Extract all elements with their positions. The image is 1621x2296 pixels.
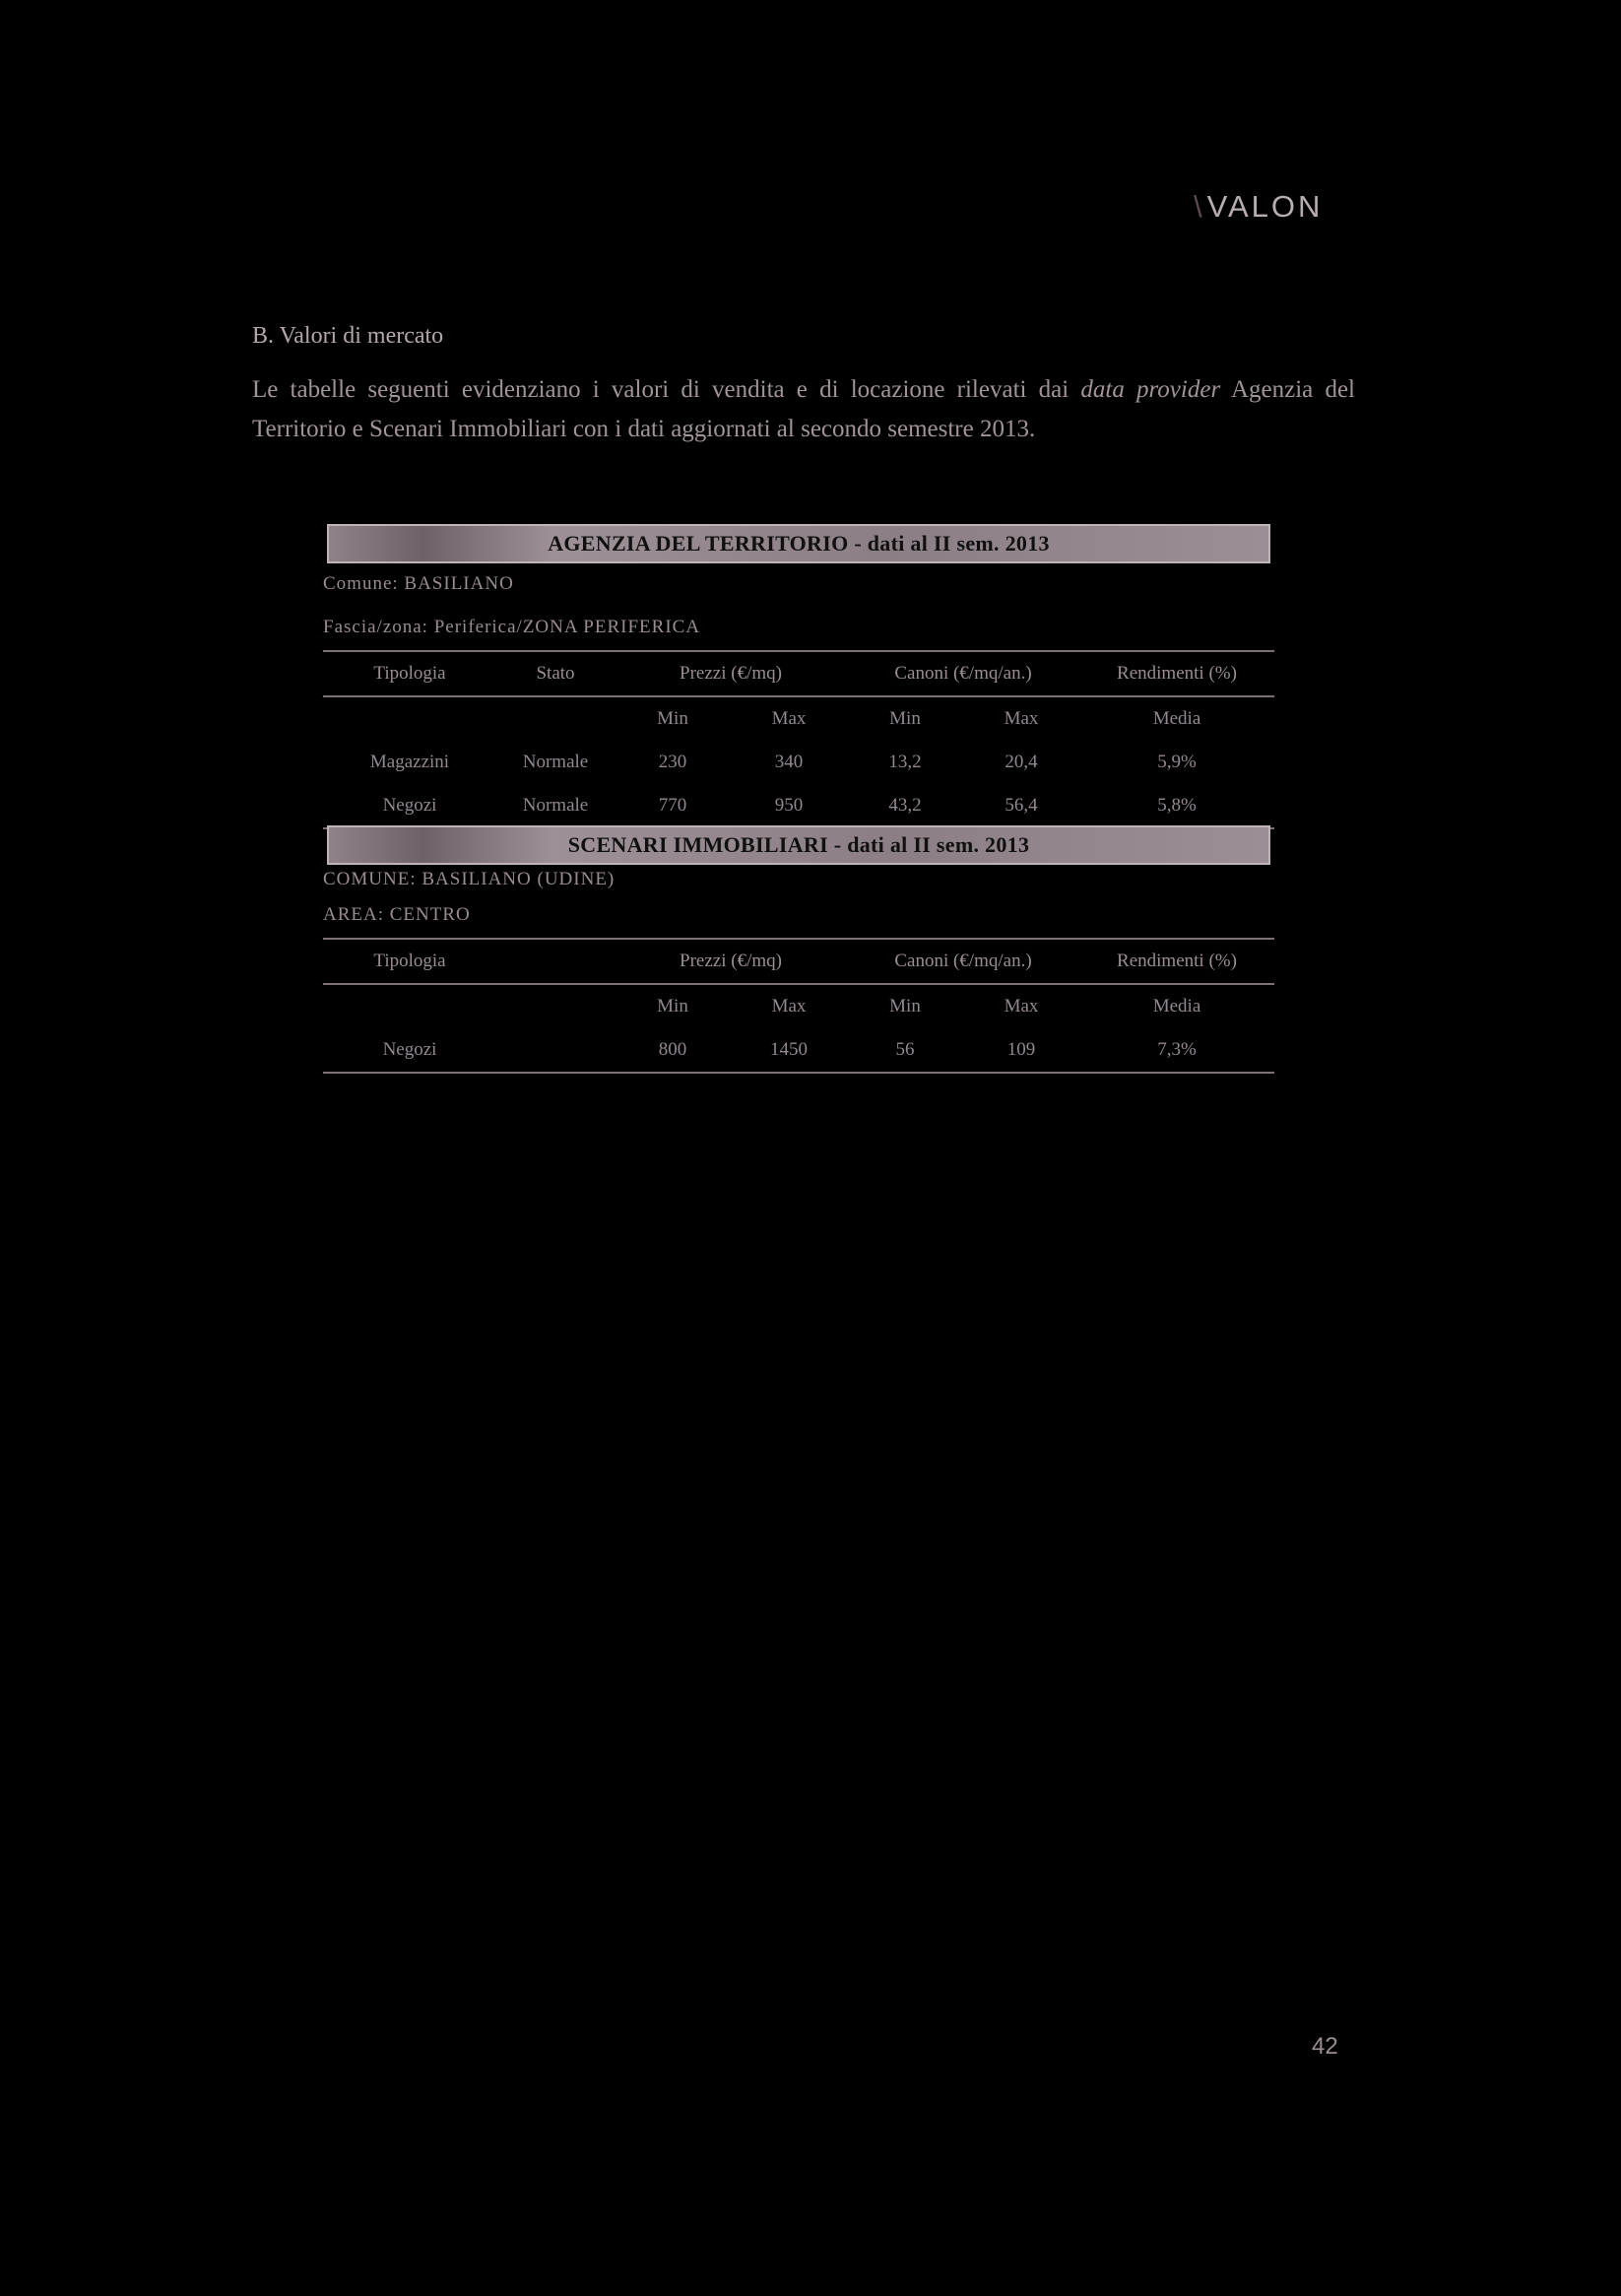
table-cell: Negozi [323,1028,496,1073]
table1-subheader-row [323,696,1274,741]
table2 [323,938,1274,1074]
table-row [323,1028,1274,1073]
table-cell: 7,3% [1079,1028,1274,1073]
intro-text-2: Agenzia del Territorio e Scenari Immobiliari con i dati aggiornati al secondo semestre 2013. [252,376,1355,442]
table-cell: Normale [496,784,615,828]
table1-subheader: Max [771,708,807,729]
table1-subheader: Min [657,708,688,729]
logo-text: VALON [1206,189,1324,224]
table1-header: Tipologia [323,651,496,696]
table-cell: 20,4 [1005,752,1038,772]
table2-banner [327,825,1270,865]
table-cell: 950 [731,784,847,828]
table-cell: 340 [774,752,804,772]
table-cell: 56 [847,1028,963,1073]
table-cell: Magazzini [369,752,450,772]
intro-paragraph [252,370,1355,449]
table1-fascia: Fascia/zona: Periferica/ZONA PERIFERICA [323,617,701,637]
table2-subheader-row [323,984,1274,1028]
table2-subheader: Media [1152,996,1201,1017]
table2-header-row [323,939,1274,984]
table2-subheader: Max [1004,996,1039,1017]
table-cell: 5,9% [1157,752,1197,772]
table-row [323,784,1274,828]
table-cell: Normale [522,752,589,772]
table1-comune: Comune: BASILIANO [323,573,514,594]
table1-header-row [323,651,1274,696]
table-cell: 13,2 [888,752,922,772]
table2-subheader: Max [771,996,807,1017]
table-cell: Negozi [323,784,496,828]
table-cell: 1450 [731,1028,847,1073]
section-title: B. Valori di mercato [252,323,444,349]
table-cell: 43,2 [847,784,963,828]
table1-header: Prezzi (€/mq) [615,651,847,696]
table2-subheader: Min [657,996,688,1017]
table2-header: Tipologia [323,939,496,984]
table-cell: 800 [615,1028,731,1073]
table1-banner-text: AGENZIA DEL TERRITORIO - dati al II sem. 2013 [548,531,1050,556]
table-cell: 56,4 [963,784,1079,828]
table1-header: Canoni (€/mq/an.) [847,651,1079,696]
table1-header: Rendimenti (%) [1079,651,1274,696]
table2-header: Canoni (€/mq/an.) [847,939,1079,984]
intro-italic: data provider [1080,376,1221,403]
table-cell: 230 [658,752,687,772]
table1-header: Stato [496,651,615,696]
logo-mark: \ [1194,189,1205,224]
table2-header: Prezzi (€/mq) [615,939,847,984]
table-cell: 5,8% [1079,784,1274,828]
table-row [323,741,1274,784]
page-number: 42 [1312,2033,1338,2060]
table-cell: 770 [615,784,731,828]
table2-area: AREA: CENTRO [323,904,471,925]
table-cell: 109 [963,1028,1079,1073]
table2-comune: COMUNE: BASILIANO (UDINE) [323,869,616,889]
table1 [323,650,1274,829]
agenzia-territorio-block [323,524,1274,829]
intro-text-1: Le tabelle seguenti evidenziano i valori di vendita e di locazione rilevati dai [252,376,1081,403]
table1-subheader: Media [1152,708,1201,729]
valon-logo [1194,189,1323,225]
scenari-immobiliari-block [323,825,1274,1074]
table2-header: Rendimenti (%) [1079,939,1274,984]
table2-banner-text: SCENARI IMMOBILIARI - dati al II sem. 2013 [567,832,1030,857]
table1-banner [327,524,1270,563]
table1-subheader: Max [1004,708,1039,729]
table2-subheader: Min [889,996,921,1017]
table1-subheader: Min [889,708,921,729]
